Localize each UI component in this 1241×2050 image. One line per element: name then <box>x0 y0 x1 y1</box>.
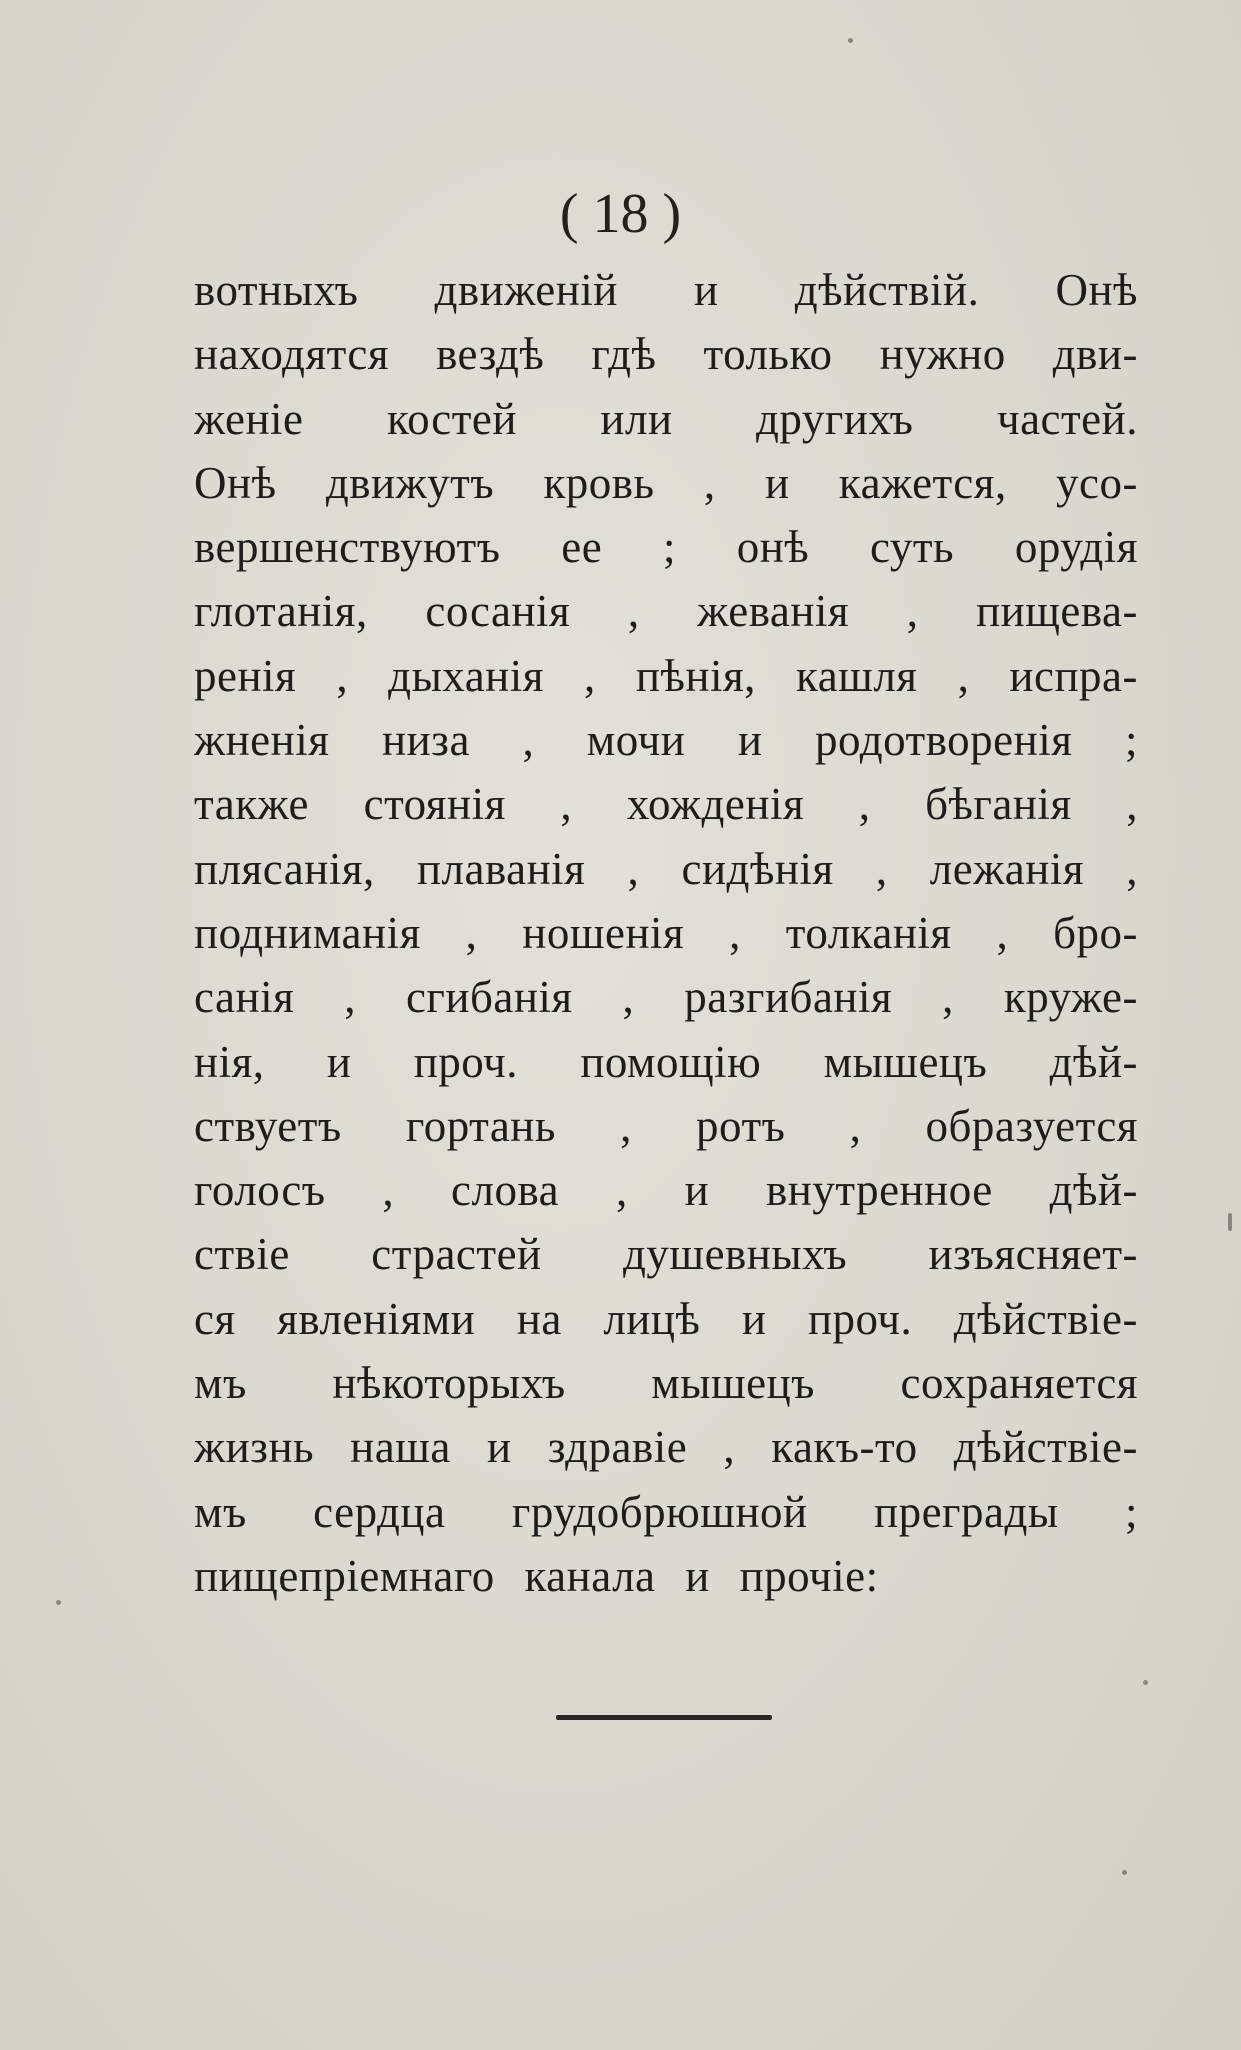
text-line: женіе костей или другихъ частей. <box>194 393 1138 444</box>
text-line: вотныхъ движеній и дѣйствій. Онѣ <box>194 265 1138 315</box>
text-line: плясанія, плаванія , сидѣнія , лежанія , <box>194 843 1138 894</box>
text-line: ся явленіями на лицѣ и проч. дѣйствіе- <box>194 1293 1138 1344</box>
text-line: Онѣ движутъ кровь , и кажется, усо- <box>194 457 1138 508</box>
text-line: вершенствуютъ ее ; онѣ суть орудія <box>194 522 1138 573</box>
paper-speck <box>1143 1680 1148 1685</box>
text-line: пищепріемнаго канала и прочіе: <box>194 1550 879 1601</box>
text-line: санія , сгибанія , разгибанія , круже- <box>194 972 1138 1023</box>
text-line: мъ нѣкоторыхъ мышецъ сохраняется <box>194 1358 1138 1409</box>
text-line: ствіе страстей душевныхъ изъясняет- <box>194 1229 1138 1280</box>
paper-speck <box>56 1600 61 1605</box>
page-number: ( 18 ) <box>559 183 682 245</box>
text-line: жненія низа , мочи и родотворенія ; <box>194 715 1138 766</box>
text-line: находятся вездѣ гдѣ только нужно дви- <box>194 329 1138 380</box>
text-line: ствуетъ гортань , ротъ , образуется <box>194 1100 1138 1151</box>
text-line: также стоянія , хожденія , бѣганія , <box>194 779 1138 830</box>
paper-speck <box>1228 1213 1232 1231</box>
text-line: голосъ , слова , и внутренное дѣй- <box>194 1165 1138 1216</box>
paper-speck <box>1122 1870 1127 1875</box>
text-line: глотанія, сосанія , жеванія , пищева- <box>194 586 1138 637</box>
text-line: жизнь наша и здравіе , какъ-то дѣйствіе- <box>194 1422 1138 1473</box>
paper-speck <box>848 38 853 43</box>
body-text <box>194 258 1138 1608</box>
text-line: подниманія , ношенія , толканія , бро- <box>194 907 1138 958</box>
text-line: мъ сердца грудобрюшной преграды ; <box>194 1486 1138 1537</box>
text-line: нія, и проч. помощію мышецъ дѣй- <box>194 1036 1138 1087</box>
text-line: ренія , дыханія , пѣнія, кашля , испра- <box>194 650 1138 701</box>
closing-rule <box>556 1715 772 1720</box>
